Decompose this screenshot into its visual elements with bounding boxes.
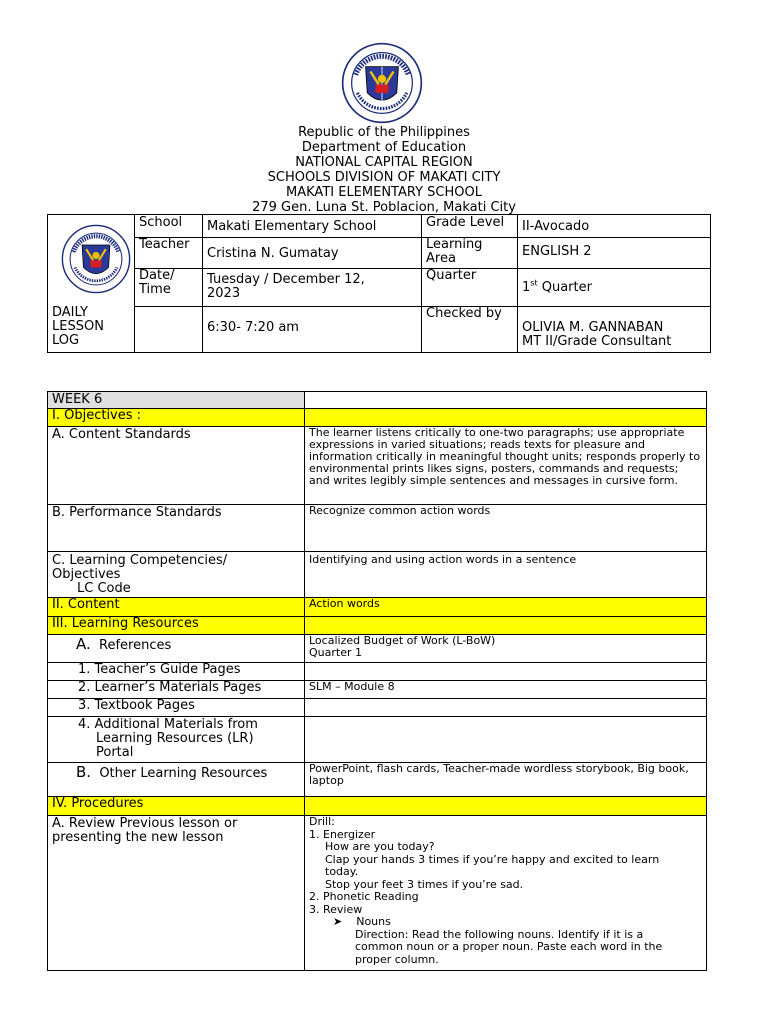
week-label: WEEK 6 [48, 392, 305, 409]
learning-resources-value-blank [305, 617, 707, 635]
teachers-guide-value-blank [305, 663, 707, 681]
nouns-bullet: ➤ Nouns [333, 915, 391, 928]
other-resources-label: B. Other Learning Resources [48, 763, 305, 797]
objectives-value-blank [305, 409, 707, 427]
learning-area-label: Learning Area [422, 238, 518, 269]
content-standards-value: The learner listens critically to one-two paragraphs; use appropriate expressions in varied situations; reads texts for pleasure and information critically in meaningful thought units; responds properly to environmental prints likes signs, posters, commands and requests; and writes legibly simple sentences and messages in cursive form. [305, 427, 707, 505]
header-line: Republic of the Philippines [298, 125, 470, 140]
additional-materials-value-blank [305, 717, 707, 763]
date-value: Tuesday / December 12, 2023 [203, 269, 422, 307]
school-label: School [135, 215, 203, 238]
school-value: Makati Elementary School [203, 215, 422, 238]
checker-value: OLIVIA M. GANNABAN MT II/Grade Consultant [518, 307, 711, 353]
teacher-value: Cristina N. Gumatay [203, 238, 422, 269]
references-label: A. References [48, 635, 305, 663]
objectives-heading: I. Objectives : [48, 409, 305, 427]
learning-competencies-label: C. Learning Competencies/ Objectives LC Code [48, 552, 305, 598]
time-value: 6:30- 7:20 am [203, 307, 422, 353]
other-resources-value: PowerPoint, flash cards, Teacher-made wordless storybook, Big book, laptop [305, 763, 707, 797]
grade-level-value: II-Avocado [518, 215, 711, 238]
procedures-heading: IV. Procedures [48, 797, 305, 816]
review-lesson-label: A. Review Previous lesson or presenting the new lesson [48, 816, 305, 971]
performance-standards-value: Recognize common action words [305, 505, 707, 552]
header-line: Department of Education [301, 140, 467, 155]
additional-materials-label: 4. Additional Materials from Learning Resources (LR) Portal [48, 717, 305, 763]
header-line: NATIONAL CAPITAL REGION [295, 155, 473, 170]
learners-materials-label: 2. Learner’s Materials Pages [48, 681, 305, 699]
arrow-bullet-icon: ➤ [333, 915, 343, 928]
teachers-guide-label: 1. Teacher’s Guide Pages [48, 663, 305, 681]
deped-seal-logo-small [61, 224, 131, 294]
time-label-blank [135, 307, 203, 353]
checked-by-label: Checked by [422, 307, 518, 353]
teacher-label: Teacher [135, 238, 203, 269]
content-standards-label: A. Content Standards [48, 427, 305, 505]
procedures-value-blank [305, 797, 707, 816]
grade-level-label: Grade Level [422, 215, 518, 238]
header-line: MAKATI ELEMENTARY SCHOOL [286, 185, 482, 200]
learners-materials-value: SLM – Module 8 [305, 681, 707, 699]
learning-area-value: ENGLISH 2 [518, 238, 711, 269]
date-time-label: Date/ Time [135, 269, 203, 307]
performance-standards-label: B. Performance Standards [48, 505, 305, 552]
quarter-value: 1st Quarter [518, 269, 711, 307]
textbook-pages-label: 3. Textbook Pages [48, 699, 305, 717]
header-line: 279 Gen. Luna St. Poblacion, Makati City [252, 200, 516, 215]
lesson-info-table [47, 214, 711, 353]
deped-seal-logo [341, 42, 423, 124]
content-heading: II. Content [48, 598, 305, 617]
header-line: SCHOOLS DIVISION OF MAKATI CITY [267, 170, 501, 185]
lesson-log-table [47, 391, 707, 971]
learning-competencies-value: Identifying and using action words in a sentence [305, 552, 707, 598]
references-value: Localized Budget of Work (L-BoW) Quarter 1 [305, 635, 707, 663]
week-value-blank [305, 392, 707, 409]
quarter-label: Quarter [422, 269, 518, 307]
review-lesson-value: Drill: 1. Energizer How are you today? Clap your hands 3 times if you’re happy and excited to learn today. Stop your feet 3 times if you’re sad. 2. Phonetic Reading 3. Review ➤ Nouns Direction: Read the following nouns. Identify if it is a common noun or a proper noun. Paste each word in the proper column. [305, 816, 707, 971]
learning-resources-heading: III. Learning Resources [48, 617, 305, 635]
daily-lesson-log-title: DAILY LESSON LOG [48, 215, 135, 353]
content-value: Action words [305, 598, 707, 617]
textbook-pages-value-blank [305, 699, 707, 717]
